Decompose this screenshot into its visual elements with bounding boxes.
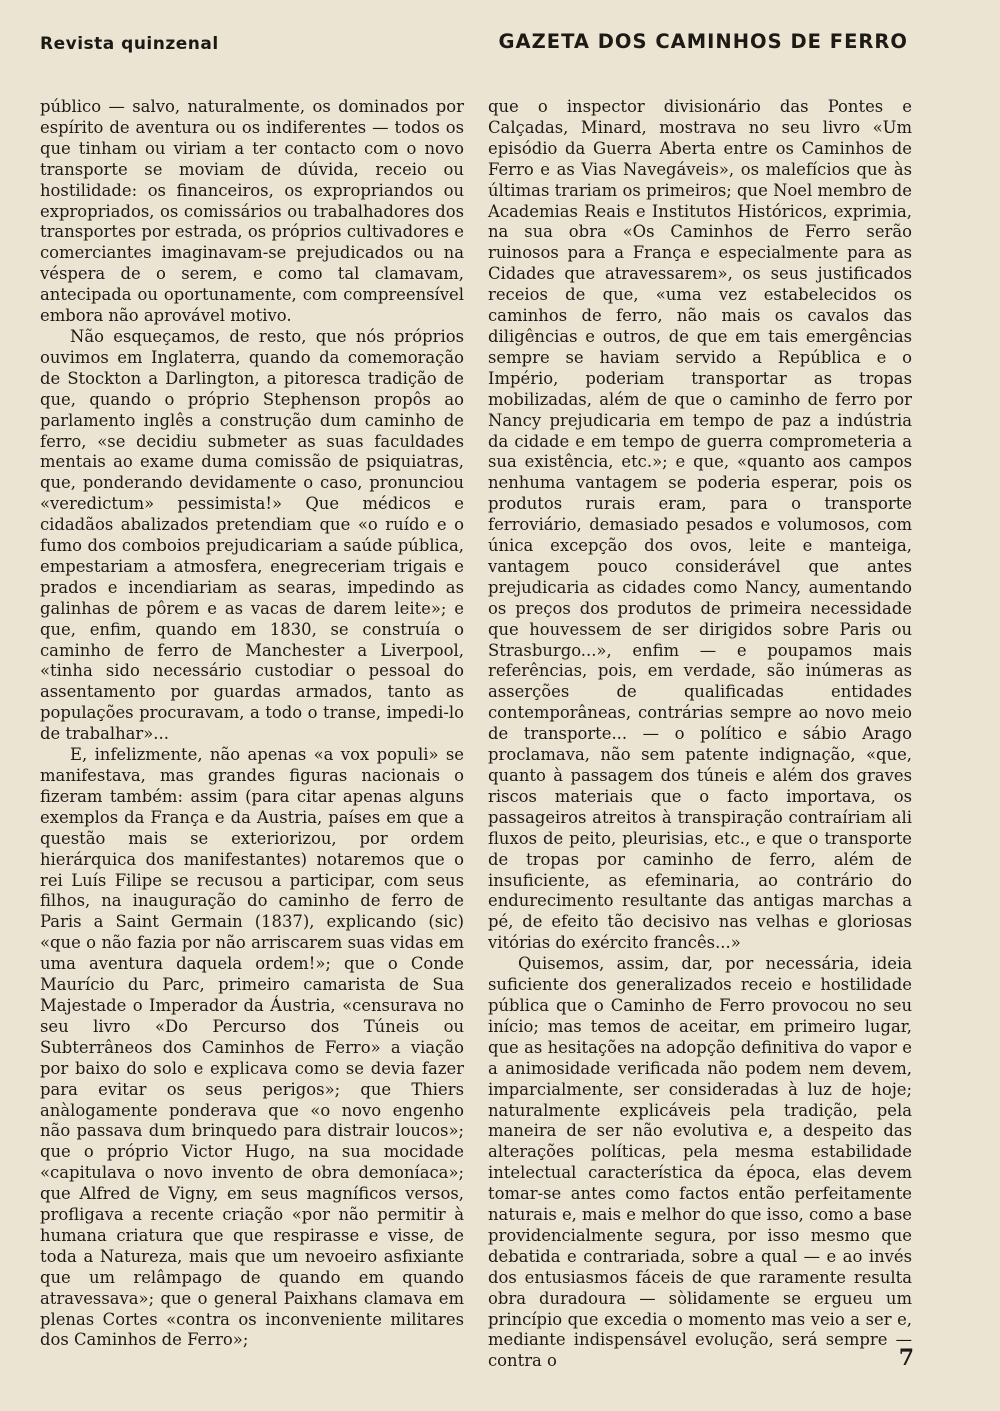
paragraph: Quisemos, assim, dar, por necessária, ideia suficiente dos generalizados receio e hostilidade pública que o Caminho de Ferro provocou no seu início; mas temos de aceitar, em primeiro lugar, que as hesitações na adopção definitiva do vapor e a animosidade verificada não podem nem devem, imparcialmente, ser consideradas à luz de hoje; naturalmente explicáveis pela tradição, pela maneira de ser não evolutiva e, a despeito das alterações políticas, pela mesma estabilidade intelectual característica da época, elas devem tomar-se antes como factos então perfeitamente naturais e, mais e melhor do que isso, como a base providencialmente segura, por isso mesmo que debatida e contrariada, sobre a qual — e ao invés dos entusiasmos fáceis de que raramente resulta obra duradoura — sòlidamente se ergueu um princípio que excedia o momento mas veio a ser e, mediante indispensável evolução, será sempre — contra o	[488, 954, 913, 1371]
paragraph: E, infelizmente, não apenas «a vox populi» se manifestava, mas grandes figuras nacionais o fizeram também: assim (para citar apenas alguns exemplos da França e da Austria, países em que a questão mais se exteriorizou, por ordem hierárquica dos manifestantes) notaremos que o rei Luís Filipe se recusou a participar, com seus filhos, na inauguração do caminho de ferro de Paris a Saint Germain (1837), explicando (sic) «que o não fazia por não arriscarem suas vidas em uma aventura daquela ordem!»; que o Conde Maurício du Parc, primeiro camarista de Sua Majestade o Imperador da Áustria, «censurava no seu livro «Do Percurso dos Túneis ou Subterrâneos dos Caminhos de Ferro» a viação por baixo do solo e explicava como se devia fazer para evitar os seus perigos»; que Thiers anàlogamente ponderava que «o novo engenho não passava dum brinquedo para distrair loucos»; que o próprio Victor Hugo, na sua mocidade «capitulava o novo invento de obra demoníaca»; que Alfred de Vigny, em seus magníficos versos, profligava a recente criação «por não permitir à humana criatura que que respirasse e visse, de toda a Natureza, mais que um nevoeiro asfixiante que um relâmpago de quando em quando atravessava»; que o general Paixhans clamava em plenas Cortes «contra os inconveniente militares dos Caminhos de Ferro»;	[40, 745, 464, 1350]
journal-title: GAZETA DOS CAMINHOS DE FERRO	[498, 30, 908, 53]
page-number: 7	[898, 1345, 914, 1371]
text-column-left	[40, 97, 464, 1351]
paragraph: Não esqueçamos, de resto, que nós próprios ouvimos em Inglaterra, quando da comemoração de Stockton a Darlington, a pitoresca tradição de que, quando o próprio Stephenson propôs ao parlamento inglês a construção dum caminho de ferro, «se decidiu submeter as suas faculdades mentais ao exame duma comissão de psiquiatras, que, ponderando devidamente o caso, pronunciou «veredictum» pessimista!» Que médicos e cidadãos abalizados pretendiam que «o ruído e o fumo dos comboios prejudicariam a saúde pública, empestariam a atmosfera, enegreceriam trigais e prados e incendiariam as searas, impedindo as galinhas de pôrem e as vacas de darem leite»; e que, enfim, quando em 1830, se construía o caminho de ferro de Manchester a Liverpool, «tinha sido necessário custodiar o pessoal do assentamento por guardas armados, tanto as populações procuravam, a todo o transe, impedi-lo de trabalhar»...	[40, 326, 464, 744]
paragraph: que o inspector divisionário das Pontes e Calçadas, Minard, mostrava no seu livro «Um episódio da Guerra Aberta entre os Caminhos de Ferro e as Vias Navegáveis», os malefícios que às últimas trariam os primeiros; que Noel membro de Academias Reais e Institutos Históricos, exprimia, na sua obra «Os Caminhos de Ferro serão ruinosos para a França e especialmente para as Cidades que atravessarem», os seus justificados receios de que, «uma vez estabelecidos os caminhos de ferro, não mais os cavalos das diligências e outros, de que em tais emergências sempre se haviam servido a República e o Império, poderiam transportar as tropas mobilizadas, além de que o caminho de ferro por Nancy prejudicaria em tempo de paz a indústria da cidade e em tempo de guerra comprometeria a sua existência, etc.»; e que, «quanto aos campos nenhuma vantagem se poderia esperar, pois os produtos rurais eram, para o transporte ferroviário, demasiado pesados e volumosos, com única excepção dos ovos, leite e manteiga, vantagem pouco considerável que antes prejudicaria as cidades como Nancy, aumentando os preços dos produtos de primeira necessidade que houvessem de ser dirigidos sobre Paris ou Strasburgo...», enfim — e poupamos mais referências, pois, em verdade, são inúmeras as asserções de qualificadas entidades contemporâneas, contrárias sempre ao novo meio de transporte... — o político e sábio Arago proclamava, não sem patente indignação, «que, quanto à passagem dos túneis e além dos graves riscos materiais que o facto importava, os passageiros atreitos à transpiração contraíriam ali fluxos de peito, pleurisias, etc., e que o transporte de tropas por caminho de ferro, além de insuficiente, as efeminaria, ao contrário do endurecimento resultante das antigas marchas a pé, de efeito tão decisivo nas velhas e gloriosas vitórias do exército francês...»	[488, 97, 912, 953]
running-header-left: Revista quinzenal	[40, 34, 219, 54]
text-column-right	[488, 97, 912, 1372]
paragraph: público — salvo, naturalmente, os dominados por espírito de aventura ou os indiferentes — todos os que tinham ou viriam a ter contacto com o novo transporte se moviam de dúvida, receio ou hostilidade: os financeiros, os expropriandos ou expropriados, os comissários ou trabalhadores dos transportes por estrada, os próprios cultivadores e comerciantes imaginavam-se prejudicados ou na véspera de o serem, e como tal clamavam, antecipada ou oportunamente, com compreensível embora não aprovável motivo.	[40, 97, 464, 326]
